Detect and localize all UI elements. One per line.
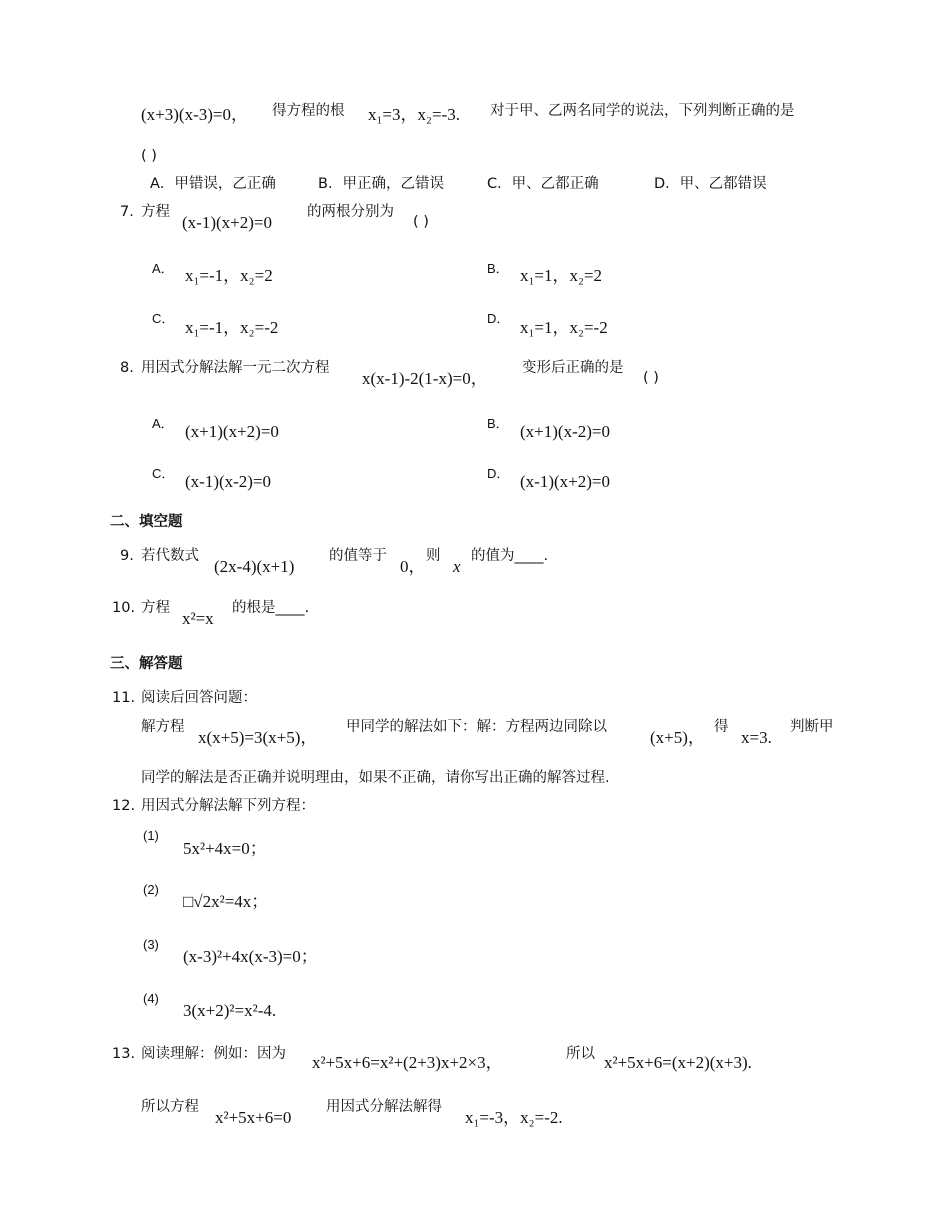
q11-equation: x(x+5)=3(x+5)， (198, 728, 318, 747)
q7-answer-paren: ( ) (413, 214, 429, 230)
q7-equation: (x-1)(x+2)=0 (182, 213, 272, 232)
q7-text-intro: 方程 (141, 204, 170, 220)
q13-identity: x²+5x+6=x²+(2+3)x+2×3， (312, 1053, 503, 1072)
q8-text-intro: 用因式分解法解一元二次方程 (141, 360, 330, 376)
q6-option-d[interactable]: D．甲、乙都错误 (654, 176, 767, 192)
q12-item-3-math: (x-3)²+4x(x-3)=0； (183, 947, 318, 966)
q8-option-c-math: (x-1)(x-2)=0 (185, 472, 272, 491)
q13-roots: x₁=-3，x₂=-2. (465, 1108, 563, 1127)
q12-item-4-math: 3(x+2)²=x²-4. (183, 1001, 277, 1020)
q10-text-blank[interactable]: 的根是____. (232, 600, 310, 616)
q7-option-d-math: x₁=1，x₂=-2 (520, 318, 608, 337)
q9-variable: x (453, 557, 461, 576)
q8-number: 8. (120, 360, 134, 376)
q6-option-a[interactable]: A．甲错误，乙正确 (150, 176, 276, 192)
q10-equation: x²=x (182, 609, 214, 628)
q8-option-b-math: (x+1)(x-2)=0 (520, 422, 610, 441)
q7-option-c-math: x₁=-1，x₂=-2 (185, 318, 279, 337)
q12-intro: 用因式分解法解下列方程： (141, 798, 315, 814)
q11-number: 11. (112, 690, 136, 706)
q7-option-d-label[interactable]: D． (487, 311, 510, 326)
q11-text-method: 甲同学的解法如下：解：方程两边同除以 (346, 719, 607, 735)
q7-number: 7. (120, 204, 134, 220)
q12-item-1-math: 5x²+4x=0； (183, 839, 267, 858)
q8-equation: x(x-1)-2(1-x)=0， (362, 369, 488, 388)
section-fill-in-heading: 二、填空题 (110, 514, 183, 530)
q13-factorization: x²+5x+6=(x+2)(x+3). (604, 1053, 752, 1072)
q8-option-a-math: (x+1)(x+2)=0 (185, 422, 279, 441)
q11-text-solve: 解方程 (141, 719, 185, 735)
q7-option-a-math: x₁=-1，x₂=2 (185, 266, 273, 285)
q11-result: x=3. (741, 728, 772, 747)
q11-divisor: (x+5)， (650, 728, 705, 747)
q8-option-d-math: (x-1)(x+2)=0 (520, 472, 610, 491)
q12-item-3-label: (3) (143, 937, 159, 952)
q7-option-b-math: x₁=1，x₂=2 (520, 266, 603, 285)
q13-text-so: 所以 (566, 1046, 595, 1062)
q7-text-question: 的两根分别为 (307, 204, 394, 220)
q9-text-then: 则 (426, 548, 441, 564)
q11-text-judge: 判断甲 (790, 719, 834, 735)
q9-text-blank[interactable]: 的值为____. (471, 548, 549, 564)
q9-text-value: 的值等于 (329, 548, 387, 564)
q12-item-2-label: (2) (143, 882, 159, 897)
q6-option-b[interactable]: B．甲正确，乙错误 (318, 176, 444, 192)
q9-zero: 0， (400, 557, 426, 576)
q9-text-intro: 若代数式 (141, 548, 199, 564)
q7-option-c-label[interactable]: C． (152, 311, 175, 326)
section-answer-heading: 三、解答题 (110, 656, 183, 672)
q7-option-b-label[interactable]: B． (487, 261, 509, 276)
q9-number: 9. (120, 548, 134, 564)
q12-item-1-label: (1) (143, 828, 159, 843)
q7-option-a-label[interactable]: A． (152, 261, 174, 276)
q12-item-2-math: □√2x²=4x； (183, 892, 269, 911)
q6-roots: x₁=3，x₂=-3. (368, 105, 460, 124)
q6-answer-paren: ( ) (141, 148, 157, 164)
q12-item-4-label: (4) (143, 991, 159, 1006)
q8-option-b-label[interactable]: B． (487, 416, 509, 431)
q6-text-roots-intro: 得方程的根 (272, 103, 345, 119)
q11-intro: 阅读后回答问题： (141, 690, 257, 706)
q13-text-solve: 用因式分解法解得 (326, 1099, 442, 1115)
q13-text-intro: 阅读理解：例如：因为 (141, 1046, 286, 1062)
q6-option-c[interactable]: C．甲、乙都正确 (487, 176, 599, 192)
q13-text-equation: 所以方程 (141, 1099, 199, 1115)
q11-text-get: 得 (714, 719, 729, 735)
q8-option-c-label[interactable]: C． (152, 466, 175, 481)
q6-question-text: 对于甲、乙两名同学的说法，下列判断正确的是 (490, 103, 795, 119)
q13-number: 13. (112, 1046, 136, 1062)
q6-equation: (x+3)(x-3)=0， (141, 105, 248, 124)
q13-equation: x²+5x+6=0 (215, 1108, 292, 1127)
q8-option-a-label[interactable]: A． (152, 416, 174, 431)
q8-option-d-label[interactable]: D． (487, 466, 510, 481)
q10-number: 10. (112, 600, 136, 616)
q8-answer-paren: ( ) (643, 370, 659, 386)
q9-expression: (2x-4)(x+1) (214, 557, 295, 576)
q12-number: 12. (112, 798, 136, 814)
q8-text-question: 变形后正确的是 (522, 360, 624, 376)
q11-question-line: 同学的解法是否正确并说明理由，如果不正确，请你写出正确的解答过程. (141, 770, 610, 786)
q10-text-intro: 方程 (141, 600, 170, 616)
